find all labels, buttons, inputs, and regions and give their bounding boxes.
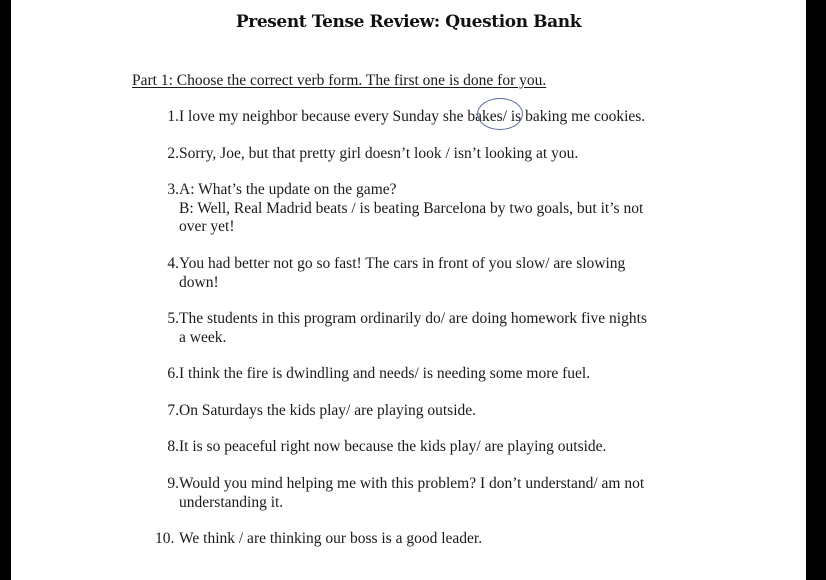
question-text: over yet! [179,218,235,235]
part1-instructions: Part 1: Choose the correct verb form. The first one is done for you. [132,72,547,89]
question-number: 8. [167,438,179,455]
question-text: On Saturdays the kids play/ are playing outside. [179,402,477,419]
question-item [155,310,695,347]
question-item [155,255,695,292]
document-page [11,0,806,580]
question-text: Would you mind helping me with this problem? I don’t understand/ am not [179,475,645,492]
question-number: 7. [167,402,179,419]
question-text: It is so peaceful right now because the kids play/ are playing outside. [179,438,607,455]
question-item [155,475,695,512]
question-text: B: Well, Real Madrid beats / is beating Barcelona by two goals, but it’s not [179,199,644,217]
question-number: 10. [155,530,175,547]
question-item [155,108,695,127]
page-title: Present Tense Review: Question Bank [235,12,582,32]
question-item [155,402,695,421]
question-number: 5. [167,310,179,327]
question-text: a week. [179,328,227,346]
question-text: understanding it. [179,493,284,511]
question-text: The students in this program ordinarily do/ are doing homework five nights [179,310,647,327]
question-text: Sorry, Joe, but that pretty girl doesn’t look / isn’t looking at you. [179,145,579,162]
question-item [155,365,695,384]
question-text: down! [179,273,219,291]
question-text: I think the fire is dwindling and needs/ is needing some more fuel. [179,365,591,382]
question-text: We think / are thinking our boss is a good leader. [179,530,483,547]
question-item [155,530,695,549]
question-number: 3. [167,181,179,198]
question-number: 1. [167,108,179,125]
question-number: 9. [167,475,179,492]
question-text: I love my neighbor because every Sunday she bakes/ is baking me cookies. [179,108,646,125]
question-item [155,438,695,457]
question-item [155,181,695,237]
question-text: You had better not go so fast! The cars in front of you slow/ are slowing [179,255,626,272]
question-item [155,145,695,164]
question-text: A: What’s the update on the game? [179,181,397,198]
question-number: 2. [167,145,179,162]
question-number: 4. [167,255,179,272]
question-number: 6. [167,365,179,382]
